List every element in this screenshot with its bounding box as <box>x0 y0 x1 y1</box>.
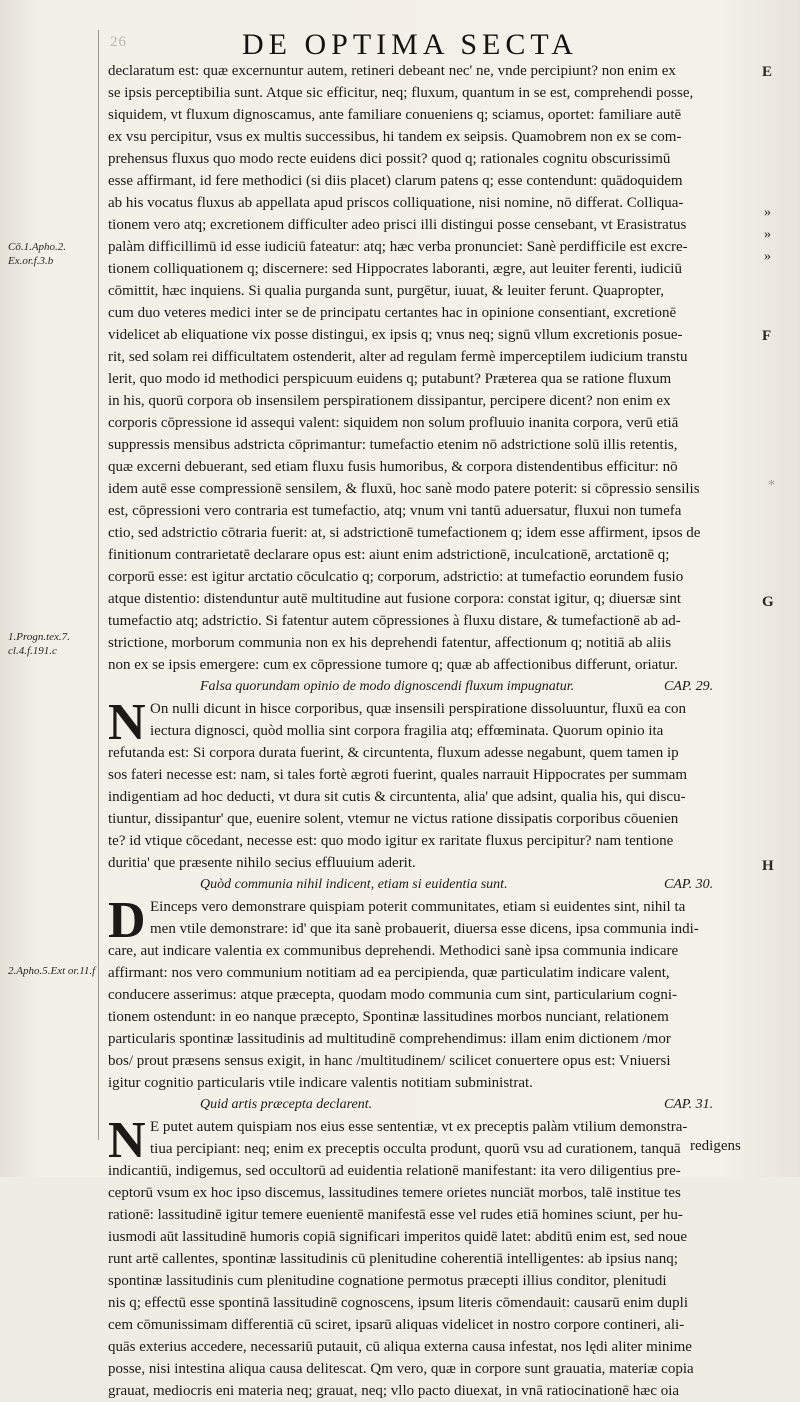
text-line: te? id vtique cōcedant, necesse est: quo modo igitur ex raritate fluxus percipitur? nam tentione <box>108 833 674 849</box>
margin-letter: E <box>762 64 773 80</box>
text-line: indigentiam ad hoc deducti, vt dura sit cutis & circuntenta, alia' que adsint, qualia his, qui discu- <box>108 789 686 805</box>
chapter-heading-29 <box>108 676 756 698</box>
text-line: cem cōmunissimam differentiā cū sciret, ipsarū aliquas videlicet in nostro corpore contineri, ali- <box>108 1317 685 1333</box>
chapter-number: CAP. 30. <box>664 877 714 892</box>
text-line: runt artē callentes, spontinæ lassitudinis cū plenitudine coherentiā intelligentes: ab ipsius nanq; <box>108 1251 678 1267</box>
text-line: idem autē esse compressionē sensilem, & fluxū, hoc sanè modo patere poterit: si cōpressio sensilis <box>108 481 700 497</box>
quote-mark: » <box>764 205 771 220</box>
text-line: grauat, mediocris eni materia neq; grauat, neq; vllo pacto diuexat, in vnā ratiocinationē hæc oia <box>108 1383 680 1399</box>
paragraph-section-a <box>108 60 756 676</box>
text-line: est, cōpressioni vero contraria est tumefactio, atq; vnum vni tantū aduersatur, fluxui non tumefa <box>108 503 682 519</box>
margin-note: 2.Apho.5.Ext or.11.f <box>8 965 96 977</box>
text-line: rit, sed solam rei difficultatem ostenderit, alter ad regulam fermè imperceptilem iudicium transtu <box>108 349 688 365</box>
text-line: declaratum est: quæ excernuntur autem, retineri debeant nec' ne, vnde percipiunt? non enim ex <box>108 63 676 79</box>
text-line: tiuntur, dissipantur' que, euenire solent, vtemur ne victus ratione dissipatis corporibus cōuenien <box>108 811 679 827</box>
text-line: Einceps vero demonstrare quispiam poterit communitates, etiam si euidentes sint, nihil ta <box>150 899 686 915</box>
text-line: particularis spontinæ lassitudinis ad multitudinē comprehendimus: illam enim dictionem /mor <box>108 1031 671 1047</box>
margin-rule <box>98 30 99 1140</box>
text-line: refutanda est: Si corpora durata fuerint, & circuntenta, fluxum adesse negabunt, quem tamen ip <box>108 745 679 761</box>
running-title: DE OPTIMA SECTA <box>242 28 578 61</box>
text-line: ex vsu percipitur, vsus ex multis successibus, hi tandem ex seipsis. Quamobrem non ex se com- <box>108 129 682 145</box>
drop-cap: N <box>108 1112 146 1169</box>
margin-letter: G <box>762 594 774 610</box>
text-line: duritia' que præsente nihilo secius effluuium aderit. <box>108 855 416 871</box>
text-line: suppressis mensibus adstricta cōprimantur: tumefactio etenim nō adstrictione solū illis retentis, <box>108 437 678 453</box>
text-line: videlicet ab eliquatione vix posse distingui, ex ipsis q; vnus neq; signū vllum excretionis posue- <box>108 327 683 343</box>
paragraph-section-d <box>108 1112 756 1402</box>
chapter-title: Quid artis præcepta declarent. <box>200 1097 373 1112</box>
text-line: tiua percipiant: neq; enim ex preceptis occulta produnt, quorū vsu ad curationem, tanquā <box>150 1141 681 1157</box>
text-line: nis q; effectū esse spontinā lassitudinē cognoscens, ipsum literis cōmendauit: causarū enim dupli <box>108 1295 689 1311</box>
text-line: tionem ostendunt: in eo nanque præcepto, Spontinæ lassitudines morbos nunciant, relationem <box>108 1009 669 1025</box>
chapter-number: CAP. 29. <box>664 679 714 694</box>
drop-cap: D <box>108 892 146 949</box>
chapter-number: CAP. 31. <box>664 1097 714 1112</box>
chapter-title: Quòd communia nihil indicent, etiam si euidentia sunt. <box>200 877 508 892</box>
text-line: cum duo veteres medici inter se de principatu certantes hac in opinione consentiant, excretionē <box>108 305 677 321</box>
text-line: care, aut indicare valentia ex communibus deprehendi. Methodici sanè ipsa communia indicare <box>108 943 679 959</box>
text-line: corporū esse: est igitur arctatio cōculcatio q; corporum, adstrictio: at tumefactio eorundem fusio <box>108 569 684 585</box>
quote-mark: » <box>764 249 771 264</box>
text-line: palàm difficillimū id esse iudiciū fateatur: atq; hæc verba pronunciet: Sanè perdifficile est excre- <box>108 239 688 255</box>
text-line: indicantiū, indigemus, sed occultorū ad euidentia relationē manifestant: ita vero diligentius pre- <box>108 1163 681 1179</box>
text-line: se ipsis perceptibilia sunt. Atque sic efficitur, neq; fluxum, quantum in se est, comprehendi posse, <box>108 85 694 101</box>
text-line: tionem colliquationem q; discernere: sed Hippocrates laboranti, ægre, aut leuiter ferenti, iudiciū <box>108 261 682 277</box>
text-line: atque distentio: distenduntur autē multitudine aut fusione corpora: constat igitur, q; diuersæ sint <box>108 591 682 607</box>
text-line: iusmodi aūt lassitudinē humoris copiā significari imperitos quidē latet: abditū enim est, sed noue <box>108 1229 688 1245</box>
text-line: quās exterius accedere, necessariū putauit, cū aliqua externa causa infestat, nos lędi aliter minime <box>108 1339 692 1355</box>
text-line: ctio, sed adstrictio cōtraria fuerit: at, si adstrictionē tumefactionem q; idem esse affirment, ipsos de <box>108 525 701 541</box>
chapter-heading-30 <box>108 874 756 896</box>
text-line: cōmittit, hæc inquiens. Si qualia purganda sunt, purgētur, iuuat, & leuiter ferunt. Quapropter, <box>108 283 665 299</box>
margin-letter: H <box>762 858 774 874</box>
text-line: siquidem, vt fluxum dignoscamus, ante familiare conueniens q; sciamus, oportet: familiare autē <box>108 107 682 123</box>
text-block <box>108 60 756 1402</box>
text-line: conducere asserimus: atque præcepta, quodam modo communia cum sint, particularium cogni- <box>108 987 678 1003</box>
margin-note: Cō.1.Apho.2. Ex.or.f.3.b <box>8 241 67 267</box>
text-line: ab his vocatus fluxus ab appellata apud priscos colliquatione, nisi nomine, nō differat. Colliqua- <box>108 195 684 211</box>
text-line: posse, nisi intestina aliqua causa delitescat. Qm vero, quæ in corpore sunt grauatia, materiæ copia <box>108 1361 694 1377</box>
text-line: in his, quorū corpora ob insensilem perspirationem dissipantur, percipere dicent? non enim ex <box>108 393 671 409</box>
text-line: strictione, morborum communia non ex his deprehendi fatentur, affectionum q; notitiā ab aliis <box>108 635 672 651</box>
text-line: affirmant: nos vero communium notitiam ad ea percipienda, quæ particulatim indicare valent, <box>108 965 670 981</box>
text-line: On nulli dicunt in hisce corporibus, quæ insensili perspiratione dissoluuntur, fluxū ea con <box>150 701 686 717</box>
text-line: E putet autem quispiam nos eius esse sententiæ, vt ex preceptis palàm vtilium demonstra- <box>150 1119 688 1135</box>
margin-note: 1.Progn.tex.7. cl.4.f.191.c <box>8 631 70 657</box>
text-line: corporis cōpressione id assequi valent: siquidem non solum profluuio inanita corpora, verū etiā <box>108 415 679 431</box>
page-number: 26 <box>110 34 127 50</box>
text-line: tionem vero atq; excretionem difficulter adeo prisci illi distingui posse censebant, vt Erasistratus <box>108 217 687 233</box>
text-line: quæ excerni debuerant, sed etiam fluxu fusis humoribus, & corpora distendentibus efficitur: nō <box>108 459 678 475</box>
text-line: esse affirmant, id fere methodici (si diis placet) clarum patens q; esse contendunt: quādoquidem <box>108 173 683 189</box>
quote-mark: » <box>764 227 771 242</box>
text-line: iectura dignosci, quòd mollia sint corpora fragilia atq; effœminata. Quorum opinio ita <box>150 723 664 739</box>
asterisk-mark: * <box>768 478 775 493</box>
text-line: igitur cognitio particularis vtile indicare valentis notitiam subministrat. <box>108 1075 533 1091</box>
text-line: bos/ prout præsens sensus exigit, in hanc /multitudinem/ scilicet conuertere opus est: Vniuersi <box>108 1053 671 1069</box>
text-line: men vtile demonstrare: id' que ita sanè probauerit, diuersa esse dicens, ipsa communia indi- <box>150 921 699 937</box>
chapter-heading-31 <box>108 1094 756 1116</box>
chapter-title: Falsa quorundam opinio de modo dignoscendi fluxum impugnatur. <box>200 679 575 694</box>
text-line: non ex se ipsis emergere: cum ex cōpressione tumore q; quæ ab affectionibus differunt, oriatur. <box>108 657 678 673</box>
text-line: prehensus fluxus quo modo recte euidens dici possit? quod q; rationales cognitu obscurissimū <box>108 151 671 167</box>
text-line: finitionum contrarietatē declarare opus est: aiunt enim adstrictionē, inculcationē, arctationē q; <box>108 547 670 563</box>
paragraph-section-c <box>108 892 756 1094</box>
text-line: ceptorū vsum ex hoc ipso discemus, lassitudines temere orietes nunciāt morbos, talē institue tes <box>108 1185 681 1201</box>
paragraph-section-b <box>108 694 756 874</box>
drop-cap: N <box>108 694 146 751</box>
text-line: sos fateri necesse est: nam, si tales fortè ægroti fuerint, quales narrauit Hippocrates per summam <box>108 767 687 783</box>
margin-letter: F <box>762 328 772 344</box>
text-line: rationē: lassitudinē igitur temere euenientē manifestā esse vel rudes etiā homines sciunt, per hu- <box>108 1207 683 1223</box>
text-line: tumefactio atq; adstrictio. Si fatentur autem cōpressiones à fluxu distare, & tumefactionē ab ad- <box>108 613 681 629</box>
text-line: spontinæ lassitudinis cum plenitudine cognatione permotus præcepti illius conditor, plenitudi <box>108 1273 667 1289</box>
catchword: redigens <box>690 1138 741 1154</box>
text-line: lerit, quo modo id methodici perspicuum euidens q; putabunt? Præterea qua se ratione fluxum <box>108 371 672 387</box>
